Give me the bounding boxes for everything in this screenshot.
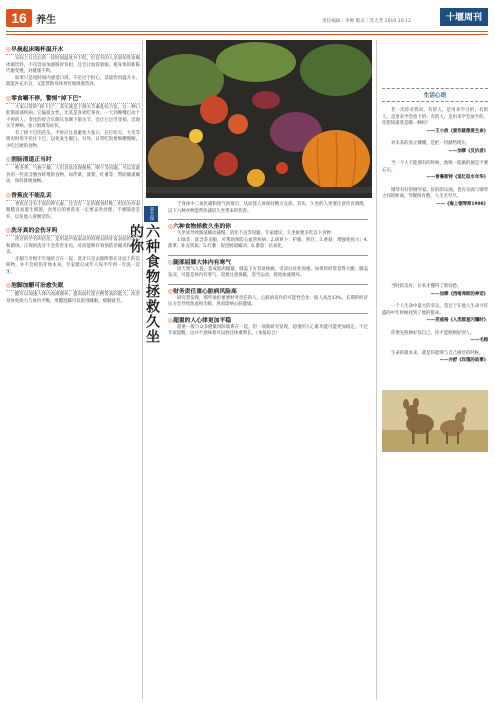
headline: 六种食物拯救久坐的你	[128, 224, 160, 344]
sidebar-quote-source: ——加缪《西绪弗斯的神话》	[430, 291, 488, 297]
editor-credit: 责任编辑｜李帅 版式｜苏大芳 2019.10.12	[322, 19, 411, 24]
left-section-title: ◎早晨起床喝杯温开水	[6, 44, 140, 55]
sidebar-quote-text: 一个人生命中最大的幸运，莫过于在他人生命力旺盛的中年时候找到了他的使命。	[382, 304, 488, 316]
middle-section-paragraph: 超重一般与众多健康风险联系在一起，但一项新研究发现，超重的人心脏功能可能更加稳定。不过专家提醒，这并不意味着可以放任体重增长。（本报综合）	[168, 324, 368, 336]
sidebar-quote-text: 生命的最本来，就是你能够与自己相处的时候。	[391, 350, 484, 356]
sidebar-quote-source: ——毛姆	[470, 338, 488, 343]
column-divider-right	[376, 40, 377, 700]
sidebar-quote-source: ——亦舒《玫瑰的故事》	[439, 358, 488, 363]
middle-intro: 于身体中二氧化碳和废气的排出，从而使人体保持精力充沛。其实，久坐的人更要注意饮食调理，以下六种食物能帮你减轻久坐带来的伤害。	[168, 202, 368, 214]
section-bullet-icon: ◎	[6, 157, 12, 163]
section-bullet-icon: ◎	[168, 317, 174, 324]
column-divider-left	[142, 40, 143, 700]
sidebar-quote-text: 若一次你对我说，有的人，是用来学习的；有的人，是用来学会放下的；有的人，是用来学会放手的。你想知道我是哪一种吗？	[382, 108, 488, 126]
left-section-title: ◎润肠清道正当时	[6, 154, 140, 165]
middle-section-paragraph: 1.绿茶：富含茶多酚，可帮助预防心血管疾病；2.胡萝卜：护眼、明目；3.香菇：增强免疫力；4.菠菜：补充铁质；5.红薯：促进肠道蠕动；6.番茄：抗氧化。	[168, 237, 368, 249]
middle-section-paragraph: 因天寒气入侵，造成肌肉僵紧，膝盖下方容易疼痛，受凉后症状加重。如果你经常觉得大腿、膝盖发凉，可能是体内有寒气，需要注意保暖，适当运动，促进血液循环。	[168, 266, 368, 278]
left-section-paragraph: 香蕉皮含有丰富的钾元素，还含有一定的膳食纤维，但因为外表粗糙容易滋生细菌，食用后的香蕉皮一定要妥善处理，不要随意丢弃，以免他人滑倒受伤。	[6, 201, 140, 220]
section-bullet-icon: ◎	[6, 228, 12, 234]
left-section-paragraph: 实际上日出后的一段时间温度并不低，但是有的人早晨却喜欢喝冰镇饮料，不仅容易加重肠胃负担，还会让血管收缩，使身体的新陈代谢变慢，对健康不利。	[6, 56, 140, 74]
sidebar-quote-source: ——茨威格《人类群星闪耀时》	[426, 318, 488, 323]
left-section-paragraph: 洗牙的学名叫洁治，是用超声波震动的原理去除牙齿表面的牙石和菌斑。正规的洗牙不会伤害牙齿，反而能够有效预防牙龈炎和牙周炎。	[6, 237, 140, 255]
sidebar-quote-text: 当一个人不能拥有的时候，他唯一能做的便是不要忘记。	[382, 161, 488, 173]
section-bullet-icon: ◎	[6, 95, 12, 102]
left-section-paragraph: 有了掉下巴的苗头，平时应注意避免大张口，在打哈欠、大笑等情况时用手托住下巴，以免发生脱臼。另外，日常吃饭要细嚼慢咽，少吃过硬的食物。	[6, 130, 140, 149]
section-bullet-icon: ◎	[168, 288, 174, 295]
middle-section-title: ◎腿部屈膝大体内有寒气	[168, 255, 368, 266]
sidebar-quote-source: ——《海上钢琴师1998》	[436, 201, 488, 207]
deer-photo	[382, 390, 488, 452]
left-section-paragraph: 醋可以加速人体内血液循环，提高血红蛋白携带氧的能力，改善身体免疫力与体内平衡。用醋泡脚可以促进睡眠，缓解疲劳。	[6, 292, 140, 304]
section-title: 养生	[36, 15, 56, 26]
left-section-title: ◎零食嚼不停，警惕“掉下巴”	[6, 93, 140, 104]
header-rule	[6, 31, 488, 32]
sidebar-quote-text: 当时的美好，后来才懂得了那份愁。	[391, 284, 462, 289]
masthead-brand: 十堰周刊	[440, 8, 488, 26]
sidebar-quote-source: ——普鲁斯特《追忆似水年华》	[426, 175, 488, 180]
sidebar-quotes	[382, 108, 488, 365]
middle-section-title: ◎六种食物拯救久坐的你	[168, 219, 368, 230]
middle-sections	[168, 219, 368, 338]
left-column	[6, 40, 140, 305]
sidebar-title: 生活心语	[382, 88, 488, 102]
middle-column	[168, 202, 368, 338]
left-section-title: ◎洗牙真的会伤牙吗	[6, 225, 140, 236]
left-section-paragraph: 秋冬季，气候干燥，人们容易出现便秘、咽干等问题。可以适量食用一些富含膳食纤维的食物，如芹菜、菠菜、红薯等，帮助肠道蠕动，保持排便通畅。	[6, 166, 140, 184]
deer-photo-spacer	[382, 208, 488, 278]
left-section-title: ◎香蕉皮不能乱丢	[6, 190, 140, 201]
left-section-title: ◎泡脚加醋可治愈失眠	[6, 280, 140, 291]
left-section-paragraph: 牙龈与牙根牢牢地结合在一起，洗牙只是去除附着在牙面上的沉积物，并不会损伤牙体本身。专家建议成年人每半年到一年洗一次牙。	[6, 256, 140, 275]
middle-section-paragraph: 研究者发现，那些承担重要财务责任的人，心脏病发作的可能性会比一般人高出13%。长期的经济压力会导致焦虑和失眠，进而影响心脏健康。	[168, 295, 368, 307]
middle-section-paragraph: 久坐易导致肠道蠕动减慢、消化不良等问题，专家建议，久坐族要多吃以下食物：	[177, 231, 336, 236]
kicker-tag: 养生保健	[144, 206, 158, 222]
sidebar-quote-text: 钢琴有好的钢琴家，好的的乐曲，也有乐曲与钢琴之间的距离，琴键终有数，人生无穷尽。	[382, 187, 488, 199]
food-photo	[146, 40, 372, 198]
page-number: 16	[6, 9, 32, 27]
sidebar-quote-source: ——加缪《反抗者》	[448, 148, 488, 154]
header-rule-thin	[6, 34, 488, 35]
sidebar-quote-source: ——王小波《爱你就像爱生命》	[426, 128, 488, 134]
middle-section-title: ◎财务责任重心脏病风险高	[168, 284, 368, 295]
left-section-paragraph: 大家日常的“掉下巴”，其实就是下颌关节紊乱综合征，这一种口腔颌面部疾病。它偏爱女性，尤其是喜欢吃零食、一天到晚嘴巴动个不停的人。变化的咬合长期压迫颞下颌关节，会让它过劳受损，出现关节弹响、张口困难等症状。	[6, 104, 140, 129]
sidebar-quote-text: 对未来的真正慷慨，是把一切献给现在。	[391, 141, 471, 146]
section-bullet-icon: ◎	[6, 47, 12, 53]
middle-section-title: ◎超重的人心律更加平稳	[168, 313, 368, 324]
section-bullet-icon: ◎	[6, 192, 12, 199]
section-bullet-icon: ◎	[168, 224, 174, 230]
section-bullet-icon: ◎	[6, 283, 12, 289]
sidebar-quote-text: 你要先照顾好你自己，你才能照顾好别人。	[391, 330, 475, 336]
sidebar	[382, 40, 488, 703]
left-section-paragraph: 如果只是短时间内感觉口渴，不必过于担心，适量饮用温开水，既能补充水分，又能帮助身体更好地吸收营养。	[6, 75, 140, 87]
section-bullet-icon: ◎	[168, 259, 174, 266]
